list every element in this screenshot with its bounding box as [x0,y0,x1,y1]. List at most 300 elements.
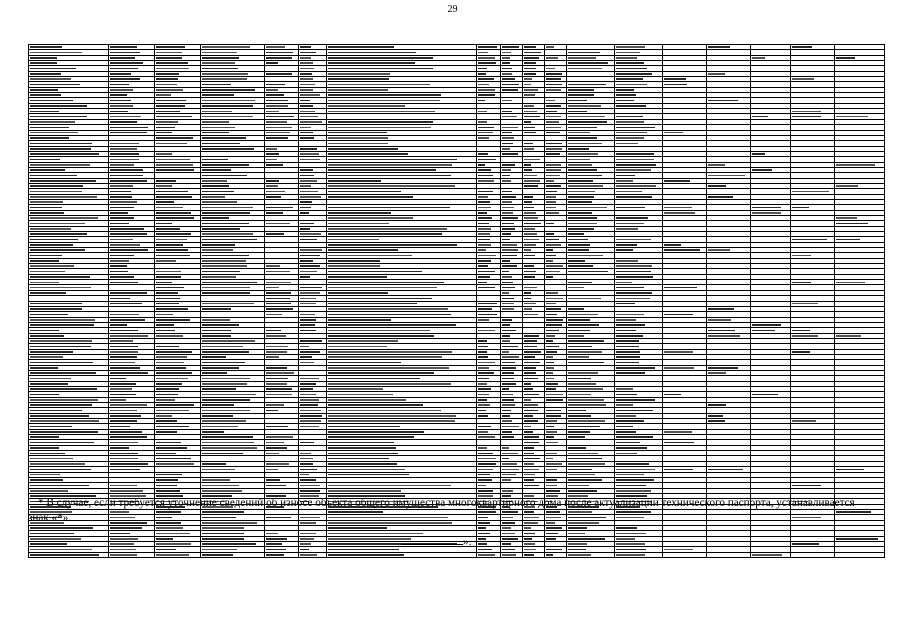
cell-ink [568,533,585,535]
cell-ink [110,196,132,198]
table-cell [707,552,751,557]
cell-ink [502,431,512,433]
cell-ink [266,372,294,374]
cell-ink [502,335,510,337]
cell-ink [300,292,320,294]
cell-ink [792,255,811,257]
cell-ink [502,233,511,235]
cell-ink [202,223,249,225]
cell-ink [30,479,63,481]
cell-ink [30,543,67,545]
cell-ink [616,298,650,300]
cell-ink [266,100,288,102]
cell-ink [568,351,602,353]
cell-ink [300,196,321,198]
cell-ink [328,447,396,449]
cell-ink [300,239,317,241]
cell-ink [30,410,82,412]
cell-ink [202,164,249,166]
cell-ink [30,57,57,59]
cell-ink [502,249,518,251]
cell-ink [478,527,486,529]
cell-ink [300,223,314,225]
cell-ink [156,308,188,310]
cell-ink [568,233,584,235]
cell-ink [300,394,316,396]
cell-ink [266,223,290,225]
cell-ink [752,394,778,396]
cell-ink [752,116,768,118]
cell-ink [266,554,284,556]
cell-ink [110,84,129,86]
cell-ink [328,469,405,471]
cell-ink [616,549,646,551]
cell-ink [156,394,178,396]
cell-ink [328,378,420,380]
cell-ink [524,442,539,444]
cell-ink [266,549,286,551]
cell-ink [202,57,239,59]
cell-ink [266,132,290,134]
cell-ink [328,52,416,54]
cell-ink [202,340,255,342]
cell-ink [546,153,560,155]
cell-ink [300,426,319,428]
cell-ink [616,116,643,118]
cell-ink [328,420,455,422]
cell-ink [546,292,558,294]
cell-ink [524,116,540,118]
cell-ink [156,159,190,161]
cell-ink [202,62,235,64]
cell-ink [524,159,540,161]
cell-ink [478,244,491,246]
cell-ink [524,356,535,358]
cell-ink [524,527,531,529]
cell-ink [546,319,563,321]
cell-ink [502,201,512,203]
cell-ink [300,249,322,251]
cell-ink [202,292,250,294]
cell-ink [328,121,433,123]
cell-ink [30,212,64,214]
cell-ink [266,335,286,337]
cell-ink [110,453,138,455]
cell-ink [546,303,556,305]
cell-ink [478,538,486,540]
cell-ink [792,116,821,118]
cell-ink [30,420,99,422]
cell-ink [202,276,236,278]
cell-ink [836,469,864,471]
cell-ink [568,469,592,471]
cell-ink [502,388,509,390]
cell-ink [300,212,309,214]
cell-ink [478,362,495,364]
cell-ink [546,57,558,59]
cell-ink [708,319,731,321]
cell-ink [266,479,280,481]
cell-ink [328,324,456,326]
cell-ink [110,388,132,390]
cell-ink [266,463,289,465]
cell-ink [202,239,257,241]
cell-ink [328,164,452,166]
cell-ink [110,276,134,278]
cell-ink [568,255,603,257]
cell-ink [502,127,518,129]
cell-ink [524,469,539,471]
cell-ink [478,340,487,342]
cell-ink [478,415,488,417]
cell-ink [524,249,531,251]
cell-ink [568,479,602,481]
cell-ink [202,287,250,289]
cell-ink [836,116,868,118]
cell-ink [478,78,494,80]
cell-ink [328,62,415,64]
cell-ink [524,52,541,54]
cell-ink [328,292,388,294]
cell-ink [156,431,177,433]
cell-ink [30,431,98,433]
cell-ink [30,143,92,145]
cell-ink [568,121,607,123]
cell-ink [156,260,176,262]
cell-ink [110,367,140,369]
cell-ink [30,490,68,492]
cell-ink [502,372,514,374]
cell-ink [300,474,309,476]
cell-ink [546,490,560,492]
cell-ink [616,84,647,86]
cell-ink [300,68,314,70]
cell-ink [478,94,495,96]
cell-ink [616,485,646,487]
cell-ink [156,111,180,113]
register-table [28,44,864,558]
cell-ink [478,46,497,48]
cell-ink [30,335,64,337]
cell-ink [836,335,861,337]
cell-ink [266,394,292,396]
cell-ink [568,399,604,401]
cell-ink [524,169,532,171]
cell-ink [110,426,130,428]
cell-ink [524,68,536,70]
cell-ink [202,362,245,364]
cell-ink [156,527,183,529]
cell-ink [300,52,316,54]
cell-ink [568,330,590,332]
cell-ink [524,223,541,225]
cell-ink [568,453,598,455]
cell-ink [568,265,593,267]
cell-ink [478,271,495,273]
cell-ink [568,207,607,209]
cell-ink [664,351,693,353]
cell-ink [568,319,590,321]
cell-ink [30,554,99,556]
cell-ink [110,148,137,150]
cell-ink [30,442,94,444]
cell-ink [328,228,447,230]
cell-ink [328,255,412,257]
cell-ink [328,554,404,556]
cell-ink [502,78,515,80]
cell-ink [478,260,491,262]
cell-ink [300,207,311,209]
cell-ink [568,485,589,487]
cell-ink [546,185,561,187]
cell-ink [568,340,604,342]
cell-ink [546,298,563,300]
cell-ink [568,410,586,412]
cell-ink [266,442,284,444]
table-cell [615,552,663,557]
cell-ink [266,346,288,348]
cell-ink [202,249,233,251]
cell-ink [202,111,232,113]
cell-ink [202,105,253,107]
cell-ink [110,217,134,219]
cell-ink [202,217,229,219]
cell-ink [546,527,562,529]
cell-ink [568,68,602,70]
cell-ink [328,185,455,187]
cell-ink [300,554,317,556]
cell-ink [752,57,765,59]
cell-ink [524,549,536,551]
cell-ink [568,282,592,284]
cell-ink [30,426,72,428]
cell-ink [300,100,310,102]
cell-ink [328,84,430,86]
cell-ink [30,458,73,460]
table-cell [109,552,155,557]
cell-ink [300,340,322,342]
cell-ink [156,314,173,316]
cell-ink [328,527,387,529]
cell-ink [30,249,85,251]
cell-ink [502,308,514,310]
cell-ink [156,485,177,487]
cell-ink [328,73,390,75]
cell-ink [568,404,606,406]
cell-ink [478,378,489,380]
cell-ink [156,116,192,118]
cell-ink [524,73,536,75]
cell-ink [328,217,413,219]
cell-ink [568,490,597,492]
cell-ink [202,543,256,545]
cell-ink [110,292,147,294]
cell-ink [156,68,189,70]
cell-ink [836,223,868,225]
cell-ink [664,212,695,214]
cell-ink [568,346,592,348]
cell-ink [202,308,231,310]
cell-ink [156,479,178,481]
cell-ink [546,469,557,471]
cell-ink [616,399,655,401]
cell-ink [546,356,553,358]
cell-ink [328,533,423,535]
cell-ink [546,68,555,70]
cell-ink [202,159,228,161]
cell-ink [156,378,188,380]
cell-ink [524,201,532,203]
cell-ink [568,143,602,145]
cell-ink [524,533,535,535]
cell-ink [568,324,599,326]
cell-ink [524,217,538,219]
cell-ink [752,330,775,332]
cell-ink [202,490,242,492]
table-cell [29,552,109,557]
cell-ink [300,404,318,406]
cell-ink [30,196,97,198]
cell-ink [546,212,559,214]
cell-ink [110,538,138,540]
cell-ink [546,442,558,444]
cell-ink [30,137,69,139]
cell-ink [30,46,62,48]
cell-ink [546,314,557,316]
cell-ink [300,399,319,401]
cell-ink [30,388,97,390]
cell-ink [110,62,143,64]
cell-ink [708,249,730,251]
cell-ink [524,404,538,406]
cell-ink [266,57,292,59]
cell-ink [478,458,496,460]
cell-ink [502,148,510,150]
cell-ink [568,201,592,203]
cell-ink [478,62,496,64]
cell-ink [478,372,494,374]
cell-ink [616,46,645,48]
cell-ink [110,180,147,182]
cell-ink [300,148,317,150]
cell-ink [502,356,519,358]
cell-ink [266,287,279,289]
cell-ink [110,239,133,241]
cell-ink [502,62,510,64]
cell-ink [30,100,73,102]
cell-ink [546,191,557,193]
cell-ink [546,276,553,278]
cell-ink [30,372,96,374]
cell-ink [202,330,231,332]
cell-ink [546,89,561,91]
cell-ink [546,335,555,337]
table-cell [299,552,327,557]
cell-ink [478,121,487,123]
cell-ink [300,378,319,380]
cell-ink [266,378,288,380]
cell-ink [300,78,313,80]
cell-ink [328,314,451,316]
cell-ink [202,78,247,80]
cell-ink [202,367,239,369]
cell-ink [616,346,639,348]
cell-ink [616,159,654,161]
cell-ink [546,394,563,396]
cell-ink [202,94,234,96]
cell-ink [616,282,632,284]
cell-ink [616,94,636,96]
cell-ink [300,314,315,316]
cell-ink [546,132,560,134]
cell-ink [266,356,279,358]
cell-ink [202,52,237,54]
cell-ink [502,143,513,145]
cell-ink [300,121,322,123]
cell-ink [266,303,291,305]
cell-ink [30,399,98,401]
cell-ink [502,180,511,182]
cell-ink [110,404,147,406]
cell-ink [616,260,638,262]
cell-ink [328,78,389,80]
cell-ink [328,415,456,417]
cell-ink [202,185,229,187]
cell-ink [478,180,494,182]
cell-ink [110,169,143,171]
cell-ink [110,442,138,444]
cell-ink [328,362,401,364]
cell-ink [546,538,556,540]
cell-ink [110,399,126,401]
cell-ink [546,111,557,113]
cell-ink [110,265,127,267]
cell-ink [110,223,129,225]
cell-ink [664,249,700,251]
cell-ink [30,73,61,75]
cell-ink [616,137,644,139]
table-cell [751,552,791,557]
cell-ink [30,159,60,161]
cell-ink [616,447,647,449]
cell-ink [156,463,194,465]
cell-ink [616,249,633,251]
cell-ink [266,298,290,300]
cell-ink [202,415,233,417]
cell-ink [568,185,603,187]
cell-ink [328,463,397,465]
cell-ink [30,116,87,118]
cell-ink [156,78,178,80]
cell-ink [156,388,179,390]
cell-ink [110,127,148,129]
cell-ink [616,426,633,428]
cell-ink [328,233,442,235]
cell-ink [156,185,172,187]
cell-ink [202,265,247,267]
cell-ink [300,420,321,422]
cell-ink [568,169,597,171]
cell-ink [328,180,381,182]
cell-ink [478,276,490,278]
cell-ink [30,308,82,310]
cell-ink [300,490,320,492]
cell-ink [568,239,588,241]
cell-ink [708,164,725,166]
cell-ink [478,426,491,428]
cell-ink [266,105,288,107]
cell-ink [502,116,517,118]
